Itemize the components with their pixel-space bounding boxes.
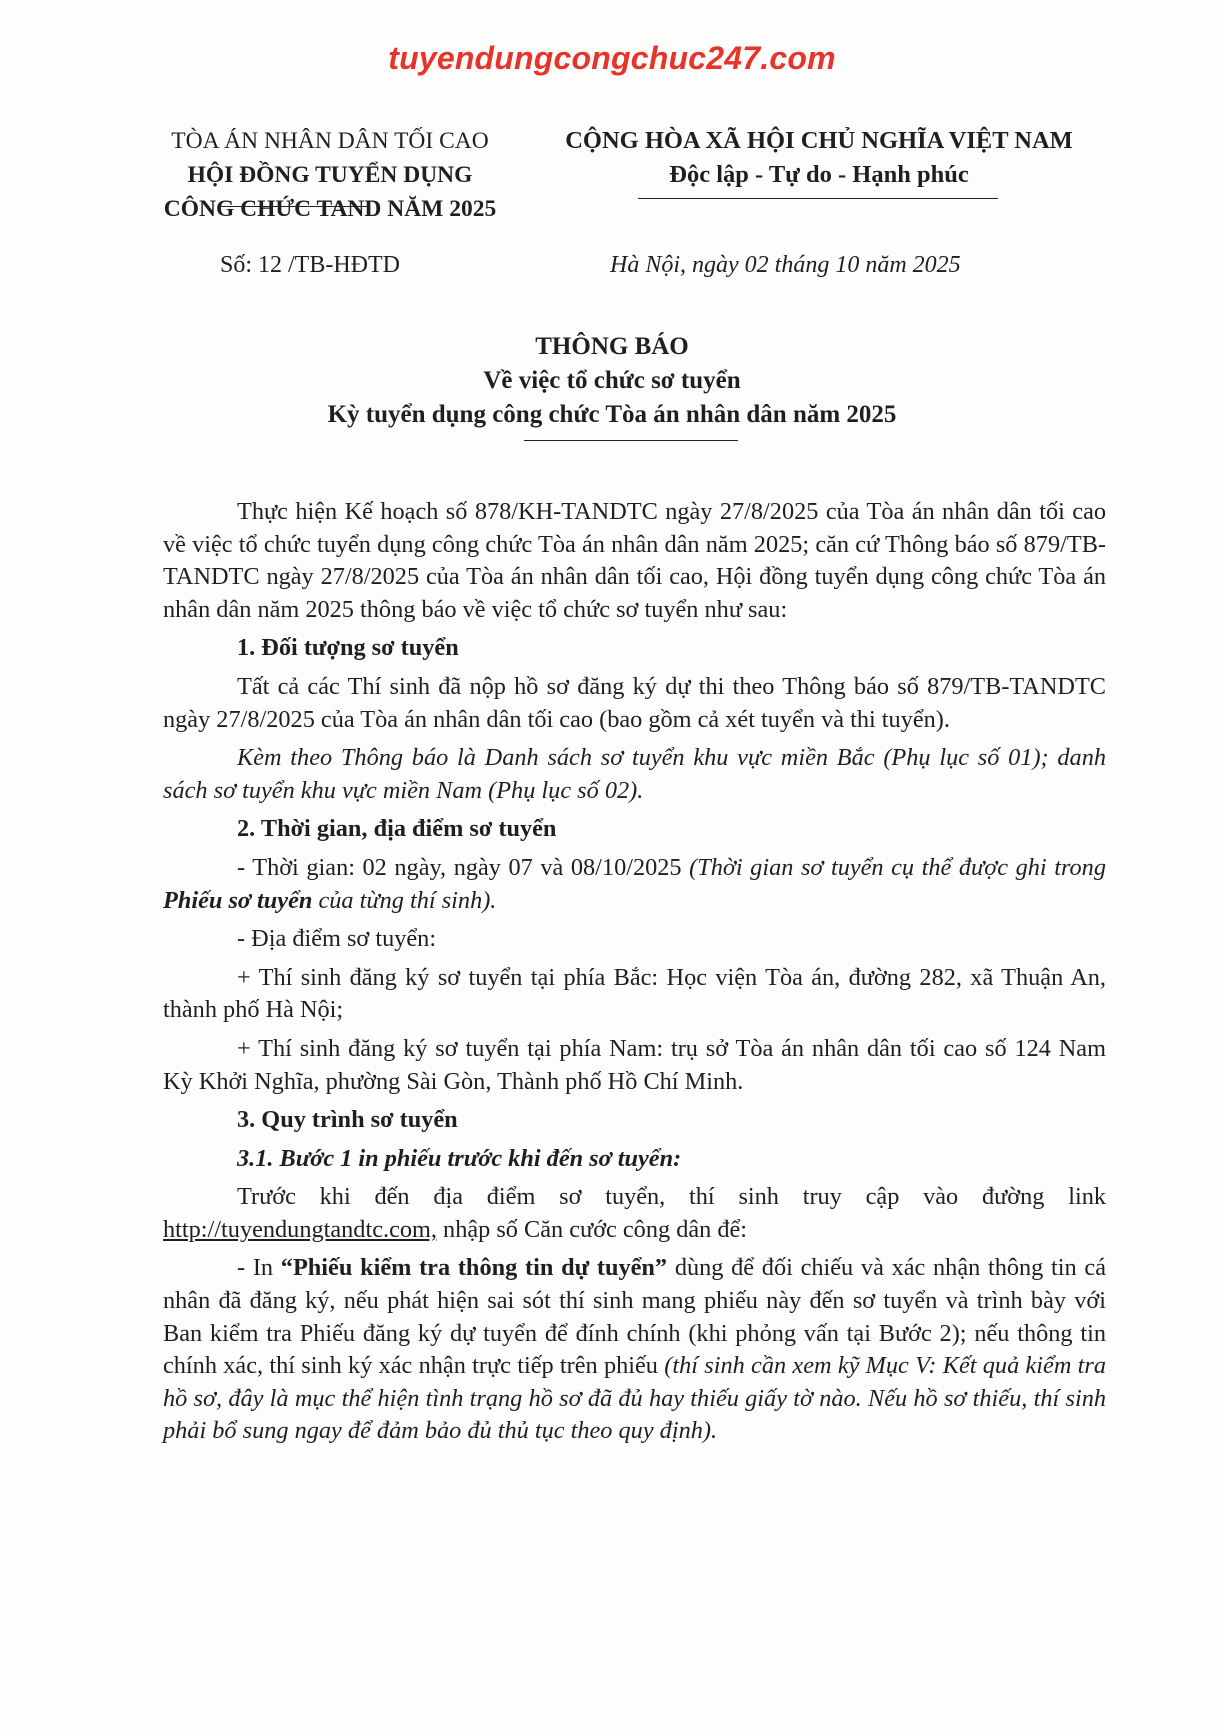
section-1-heading: 1. Đối tượng sơ tuyển (237, 634, 459, 662)
section-3-1-bullet (163, 1252, 1106, 1448)
s31-text-b: nhập số Căn cước công dân để: (436, 1215, 748, 1243)
issuing-authority (120, 124, 540, 226)
time-note-bold: Phiếu sơ tuyển (163, 886, 313, 914)
section-2-south: + Thí sinh đăng ký sơ tuyển tại phía Nam: trụ sở Tòa án nhân dân tối cao số 124 Nam Kỳ Khởi Nghĩa, phường Sài Gòn, Thành phố Hồ Chí Minh. (163, 1034, 1106, 1095)
authority-line-3: CÔNG CHỨC TAND NĂM 2025 (163, 196, 497, 222)
document-number: Số: 12 /TB-HĐTD (220, 252, 400, 278)
title-line-2: Về việc tổ chức sơ tuyển (483, 367, 741, 394)
authority-underline (218, 206, 370, 207)
section-3-1-heading: 3.1. Bước 1 in phiếu trước khi đến sơ tuyển: (237, 1144, 682, 1172)
authority-line-2: HỘI ĐỒNG TUYỂN DỤNG (187, 162, 473, 188)
time-note-end: của từng thí sinh). (312, 886, 497, 914)
section-3-1-text (163, 1181, 1106, 1246)
time-note: (Thời gian sơ tuyển cụ thể được ghi trong (689, 853, 1106, 881)
motto-underline (638, 198, 998, 199)
intro-paragraph: Thực hiện Kế hoạch số 878/KH-TANDTC ngày 27/8/2025 của Tòa án nhân dân tối cao về việc tổ chức tuyển dụng công chức Tòa án nhân dân năm 2025; căn cứ Thông báo số 879/TB-TANDTC ngày 27/8/2025 của Tòa án nhân dân tối cao, Hội đồng tuyển dụng công chức Tòa án nhân dân năm 2025 thông báo về việc tổ chức sơ tuyển như sau: (163, 498, 1106, 623)
document-header (120, 124, 1110, 244)
national-motto (528, 124, 1110, 192)
document-body (163, 496, 1106, 1448)
section-3-heading: 3. Quy trình sơ tuyển (237, 1106, 458, 1134)
section-2-time (163, 852, 1106, 917)
registration-link[interactable]: http://tuyendungtandtc.com, (163, 1215, 437, 1243)
section-1-note: Kèm theo Thông báo là Danh sách sơ tuyển khu vực miền Bắc (Phụ lục số 01); danh sách sơ tuyển khu vực miền Nam (Phụ lục số 02). (163, 744, 1106, 804)
motto-line-1: CỘNG HÒA XÃ HỘI CHỦ NGHĨA VIỆT NAM (565, 127, 1073, 154)
bullet-note: (thí sinh cần xem kỹ Mục V: Kết quả kiểm tra hồ sơ, đây là mục thể hiện tình trạng hồ sơ đã đủ hay thiếu giấy tờ nào. Nếu hồ sơ thiếu, thí sinh phải bổ sung ngay để đảm bảo đủ thủ tục theo quy định). (163, 1352, 1106, 1445)
section-1-text: Tất cả các Thí sinh đã nộp hồ sơ đăng ký dự thi theo Thông báo số 879/TB-TANDTC ngày 27/8/2025 của Tòa án nhân dân tối cao (bao gồm cả xét tuyển và thi tuyển). (163, 672, 1106, 733)
bullet-b: dùng để đối chiếu và xác nhận thông tin cá nhân đã đăng ký, nếu phát hiện sai sót thí sinh mang phiếu này đến sơ tuyển và trình bày với Ban kiểm tra Phiếu đăng ký dự tuyển để đính chính (khi phỏng vấn tại Bước 2); nếu thông tin chính xác, thí sinh ký xác nhận trực tiếp trên phiếu (163, 1254, 1107, 1380)
title-line-1: THÔNG BÁO (535, 333, 689, 360)
place-date: Hà Nội, ngày 02 tháng 10 năm 2025 (610, 252, 961, 278)
authority-line-1: TÒA ÁN NHÂN DÂN TỐI CAO (171, 128, 489, 154)
watermark: tuyendungcongchuc247.com (388, 40, 836, 76)
section-2-north: + Thí sinh đăng ký sơ tuyển tại phía Bắc: Học viện Tòa án, đường 282, xã Thuận An, thành phố Hà Nội; (163, 963, 1106, 1024)
bullet-form-name: “Phiếu kiểm tra thông tin dự tuyển” (280, 1254, 668, 1282)
section-2-heading: 2. Thời gian, địa điểm sơ tuyển (237, 815, 557, 843)
title-underline (524, 440, 738, 441)
motto-line-2: Độc lập - Tự do - Hạnh phúc (669, 161, 969, 188)
time-text: - Thời gian: 02 ngày, ngày 07 và 08/10/2025 (237, 853, 690, 881)
document-title (0, 330, 1224, 432)
bullet-a: - In (237, 1254, 281, 1282)
section-2-place: - Địa điểm sơ tuyển: (237, 925, 437, 953)
s31-text-a: Trước khi đến địa điểm sơ tuyển, thí sinh truy cập vào đường link (237, 1183, 1106, 1211)
title-line-3: Kỳ tuyển dụng công chức Tòa án nhân dân năm 2025 (327, 401, 897, 428)
